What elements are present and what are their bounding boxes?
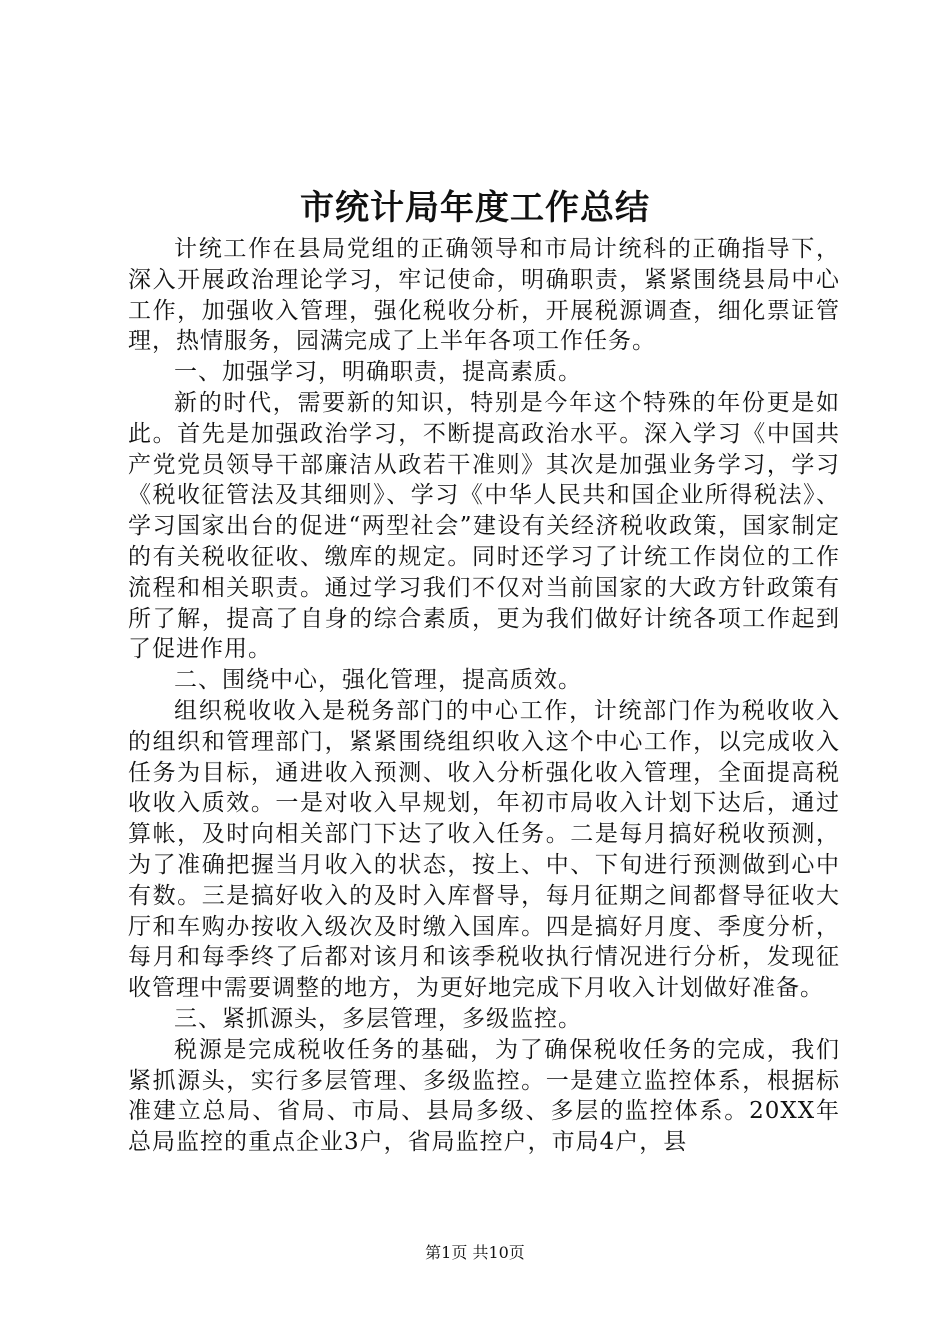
paragraph-section-1: 新的时代，需要新的知识，特别是今年这个特殊的年份更是如此。首先是加强政治学习，不断提高政治水平。深入学习《中国共产党党员领导干部廉洁从政若干准则》其次是加强业务学习，学习《税收征管法及其细则》、学习《中华人民共和国企业所得税法》、学习国家出台的促进“两型社会”建设有关经济税收政策，国家制定的有关税收征收、缴库的规定。同时还学习了计统工作岗位的工作流程和相关职责。通过学习我们不仅对当前国家的大政方针政策有所了解，提高了自身的综合素质，更为我们做好计统各项工作起到了促进作用。 bbox=[128, 389, 840, 663]
paragraph-section-2: 组织税收收入是税务部门的中心工作，计统部门作为税收收入的组织和管理部门，紧紧围绕组织收入这个中心工作，以完成收入任务为目标，通进收入预测、收入分析强化收入管理，全面提高税收收入质效。一是对收入早规划，年初市局收入计划下达后，通过算帐，及时向相关部门下达了收入任务。二是每月搞好税收预测，为了准确把握当月收入的状态，按上、中、下旬进行预测做到心中有数。三是搞好收入的及时入库督导，每月征期之间都督导征收大厅和车购办按收入级次及时缴入国库。四是搞好月度、季度分析，每月和每季终了后都对该月和该季税收执行情况进行分析，发现征收管理中需要调整的地方，为更好地完成下月收入计划做好准备。 bbox=[128, 697, 840, 1002]
document-body bbox=[128, 234, 840, 1158]
paragraph-section-3: 税源是完成税收任务的基础，为了确保税收任务的完成，我们紧抓源头，实行多层管理、多级监控。一是建立监控体系，根据标准建立总局、省局、市局、县局多级、多层的监控体系。20XX年总局监控的重点企业3户，省局监控户，市局4户，县 bbox=[128, 1036, 840, 1156]
section-heading-3: 三、紧抓源头，多层管理，多级监控。 bbox=[174, 1005, 582, 1032]
section-heading-1: 一、加强学习，明确职责，提高素质。 bbox=[174, 359, 582, 386]
section-heading-2: 二、围绕中心，强化管理，提高质效。 bbox=[174, 667, 582, 694]
paragraph-intro: 计统工作在县局党组的正确领导和市局计统科的正确指导下，深入开展政治理论学习，牢记使命，明确职责，紧紧围绕县局中心工作，加强收入管理，强化税收分析，开展税源调查，细化票证管理，热情服务，园满完成了上半年各项工作任务。 bbox=[128, 236, 840, 355]
page-footer: 第1页 共10页 bbox=[425, 1243, 525, 1262]
document-title: 市统计局年度工作总结 bbox=[300, 188, 650, 228]
